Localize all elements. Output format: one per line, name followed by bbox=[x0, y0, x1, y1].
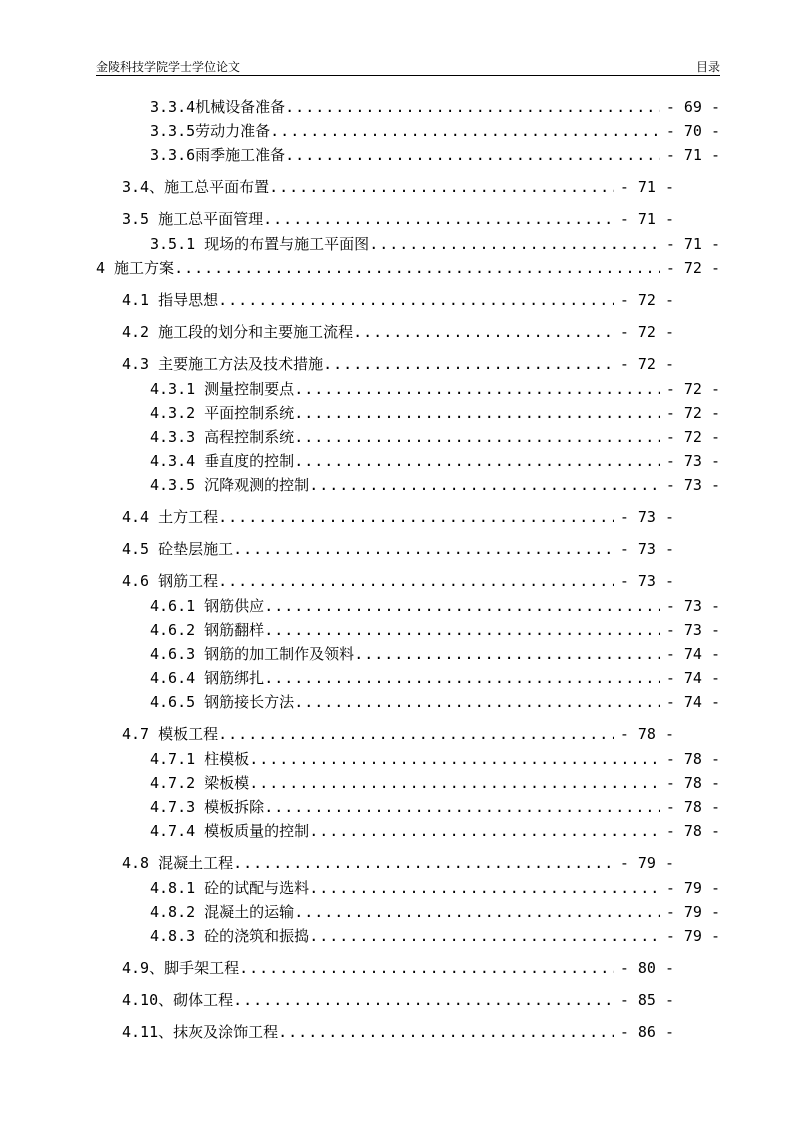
toc-leader bbox=[218, 570, 614, 592]
toc-leader bbox=[270, 120, 660, 142]
toc-entry-page: - 78 - bbox=[619, 725, 674, 743]
toc-leader bbox=[309, 877, 660, 899]
toc-entry-label: 4.6.1 钢筋供应 bbox=[150, 597, 265, 615]
toc-entry-label: 4.6.2 钢筋翻样 bbox=[150, 621, 265, 639]
toc-entry-page: - 79 - bbox=[665, 903, 720, 921]
toc-leader bbox=[294, 901, 660, 923]
toc-entry-label: 4.3.3 高程控制系统 bbox=[150, 428, 295, 446]
toc-leader bbox=[309, 474, 660, 496]
toc-entry-label: 4.1 指导思想 bbox=[122, 291, 219, 309]
toc-entry[interactable] bbox=[150, 877, 720, 899]
toc-entry[interactable] bbox=[122, 538, 674, 560]
toc-entry-page: - 72 - bbox=[665, 428, 720, 446]
toc-leader bbox=[239, 957, 614, 979]
toc-entry-page: - 79 - bbox=[665, 927, 720, 945]
toc-entry[interactable] bbox=[122, 957, 674, 979]
toc-entry-page: - 74 - bbox=[665, 669, 720, 687]
toc-entry-label: 4 施工方案 bbox=[96, 259, 175, 277]
toc-entry-page: - 72 - bbox=[665, 259, 720, 277]
toc-entry-page: - 70 - bbox=[665, 122, 720, 140]
toc-entry[interactable] bbox=[150, 748, 720, 770]
toc-entry-label: 3.5.1 现场的布置与施工平面图 bbox=[150, 235, 370, 253]
toc-entry[interactable] bbox=[150, 901, 720, 923]
toc-entry[interactable] bbox=[122, 1021, 674, 1043]
toc-leader bbox=[353, 321, 614, 343]
toc-leader bbox=[354, 643, 660, 665]
toc-entry[interactable] bbox=[150, 667, 720, 689]
toc-leader bbox=[233, 852, 614, 874]
toc-entry-page: - 73 - bbox=[619, 572, 674, 590]
toc-entry-page: - 71 - bbox=[665, 235, 720, 253]
toc-leader bbox=[233, 989, 614, 1011]
toc-entry[interactable] bbox=[150, 144, 720, 166]
toc-leader bbox=[323, 353, 614, 375]
toc-entry[interactable] bbox=[122, 506, 674, 528]
toc-entry-label: 4.6.4 钢筋绑扎 bbox=[150, 669, 265, 687]
toc-leader bbox=[264, 667, 660, 689]
toc-entry[interactable] bbox=[150, 426, 720, 448]
thesis-title: 金陵科技学院学士学位论文 bbox=[96, 60, 241, 74]
toc-leader bbox=[309, 925, 660, 947]
toc-leader bbox=[264, 619, 660, 641]
toc-entry-page: - 72 - bbox=[619, 323, 674, 341]
toc-entry-page: - 80 - bbox=[619, 959, 674, 977]
toc-entry[interactable] bbox=[150, 691, 720, 713]
toc-entry-page: - 78 - bbox=[665, 774, 720, 792]
toc-leader bbox=[264, 595, 660, 617]
toc-entry[interactable] bbox=[150, 796, 720, 818]
toc-entry[interactable] bbox=[122, 289, 674, 311]
toc-leader bbox=[294, 378, 660, 400]
toc-leader bbox=[249, 748, 660, 770]
toc-entry[interactable] bbox=[122, 570, 674, 592]
toc-entry-page: - 73 - bbox=[665, 476, 720, 494]
toc-entry-label: 4.11、抹灰及涂饰工程 bbox=[122, 1023, 279, 1041]
toc-leader bbox=[294, 450, 660, 472]
toc-entry-label: 3.3.5劳动力准备 bbox=[150, 122, 271, 140]
toc-leader bbox=[369, 233, 660, 255]
toc-entry-label: 3.5 施工总平面管理 bbox=[122, 210, 264, 228]
toc-leader bbox=[249, 772, 660, 794]
toc-leader bbox=[294, 402, 660, 424]
toc-entry-page: - 73 - bbox=[619, 540, 674, 558]
toc-entry-label: 4.8.3 砼的浇筑和振捣 bbox=[150, 927, 310, 945]
toc-entry[interactable] bbox=[96, 257, 720, 279]
toc-entry-page: - 78 - bbox=[665, 750, 720, 768]
toc-entry-label: 4.9、脚手架工程 bbox=[122, 959, 240, 977]
toc-entry-page: - 73 - bbox=[665, 597, 720, 615]
toc-entry[interactable] bbox=[122, 723, 674, 745]
toc-entry[interactable] bbox=[122, 989, 674, 1011]
toc-entry-page: - 74 - bbox=[665, 693, 720, 711]
toc-leader bbox=[269, 176, 614, 198]
toc-leader bbox=[309, 820, 660, 842]
toc-entry-page: - 79 - bbox=[619, 854, 674, 872]
toc-entry-label: 4.8 混凝土工程 bbox=[122, 854, 234, 872]
toc-entry[interactable] bbox=[150, 120, 720, 142]
toc-entry-label: 4.7.2 梁板模 bbox=[150, 774, 250, 792]
toc-entry[interactable] bbox=[122, 353, 674, 375]
toc-entry-label: 4.7.3 模板拆除 bbox=[150, 798, 265, 816]
toc-entry-label: 4.7.4 模板质量的控制 bbox=[150, 822, 310, 840]
toc-entry-label: 4.8.1 砼的试配与选料 bbox=[150, 879, 310, 897]
toc-leader bbox=[264, 796, 660, 818]
toc-leader bbox=[218, 506, 614, 528]
toc-entry[interactable] bbox=[150, 474, 720, 496]
toc-entry-label: 4.6 钢筋工程 bbox=[122, 572, 219, 590]
toc-entry-label: 4.3.2 平面控制系统 bbox=[150, 404, 295, 422]
toc-leader bbox=[174, 257, 660, 279]
toc-entry-label: 4.6.5 钢筋接长方法 bbox=[150, 693, 295, 711]
toc-entry[interactable] bbox=[122, 321, 674, 343]
toc-leader bbox=[263, 208, 614, 230]
toc-entry-page: - 72 - bbox=[665, 380, 720, 398]
toc-entry[interactable] bbox=[150, 450, 720, 472]
toc-entry-label: 3.3.6雨季施工准备 bbox=[150, 146, 286, 164]
toc-leader bbox=[285, 96, 660, 118]
toc-entry-label: 4.3.5 沉降观测的控制 bbox=[150, 476, 310, 494]
toc-entry-label: 3.3.4机械设备准备 bbox=[150, 98, 286, 116]
toc-leader bbox=[278, 1021, 614, 1043]
toc-entry[interactable] bbox=[150, 96, 720, 118]
toc-entry-label: 4.8.2 混凝土的运输 bbox=[150, 903, 295, 921]
toc-entry-page: - 78 - bbox=[665, 798, 720, 816]
toc-entry-label: 4.3.4 垂直度的控制 bbox=[150, 452, 295, 470]
toc-entry[interactable] bbox=[122, 176, 674, 198]
toc-entry-page: - 85 - bbox=[619, 991, 674, 1009]
toc-leader bbox=[294, 691, 660, 713]
toc-entry-page: - 72 - bbox=[619, 355, 674, 373]
toc-entry[interactable] bbox=[150, 820, 720, 842]
toc-entry-page: - 71 - bbox=[619, 210, 674, 228]
toc-entry-label: 4.4 土方工程 bbox=[122, 508, 219, 526]
toc-entry-page: - 73 - bbox=[665, 452, 720, 470]
toc-leader bbox=[285, 144, 660, 166]
toc-entry[interactable] bbox=[122, 208, 674, 230]
toc-entry[interactable] bbox=[150, 402, 720, 424]
toc-entry-label: 4.5 砼垫层施工 bbox=[122, 540, 234, 558]
toc-entry-page: - 69 - bbox=[665, 98, 720, 116]
toc-entry[interactable] bbox=[122, 852, 674, 874]
toc-entry-page: - 72 - bbox=[665, 404, 720, 422]
toc-entry-label: 4.3.1 测量控制要点 bbox=[150, 380, 295, 398]
toc-entry-label: 3.4、施工总平面布置 bbox=[122, 178, 270, 196]
toc-entry[interactable] bbox=[150, 925, 720, 947]
toc-entry-page: - 73 - bbox=[619, 508, 674, 526]
toc-entry-label: 4.10、砌体工程 bbox=[122, 991, 234, 1009]
toc-leader bbox=[218, 289, 614, 311]
toc-entry-page: - 71 - bbox=[665, 146, 720, 164]
toc-leader bbox=[218, 723, 614, 745]
toc-entry[interactable] bbox=[150, 643, 720, 665]
toc-leader bbox=[233, 538, 614, 560]
toc-entry[interactable] bbox=[150, 595, 720, 617]
toc-entry-page: - 71 - bbox=[619, 178, 674, 196]
toc-entry-label: 4.7.1 柱模板 bbox=[150, 750, 250, 768]
toc-entry[interactable] bbox=[150, 378, 720, 400]
toc-entry[interactable] bbox=[150, 619, 720, 641]
toc-entry-page: - 74 - bbox=[665, 645, 720, 663]
toc-entry-page: - 86 - bbox=[619, 1023, 674, 1041]
section-title: 目录 bbox=[695, 60, 720, 74]
toc-entry-page: - 79 - bbox=[665, 879, 720, 897]
toc-entry-page: - 78 - bbox=[665, 822, 720, 840]
toc-entry-label: 4.3 主要施工方法及技术措施 bbox=[122, 355, 324, 373]
toc-entry-page: - 73 - bbox=[665, 621, 720, 639]
toc-leader bbox=[294, 426, 660, 448]
toc-entry-label: 4.7 模板工程 bbox=[122, 725, 219, 743]
toc-entry[interactable] bbox=[150, 233, 720, 255]
toc-entry[interactable] bbox=[150, 772, 720, 794]
toc-entry-label: 4.6.3 钢筋的加工制作及领料 bbox=[150, 645, 355, 663]
toc-entry-label: 4.2 施工段的划分和主要施工流程 bbox=[122, 323, 354, 341]
toc-entry-page: - 72 - bbox=[619, 291, 674, 309]
